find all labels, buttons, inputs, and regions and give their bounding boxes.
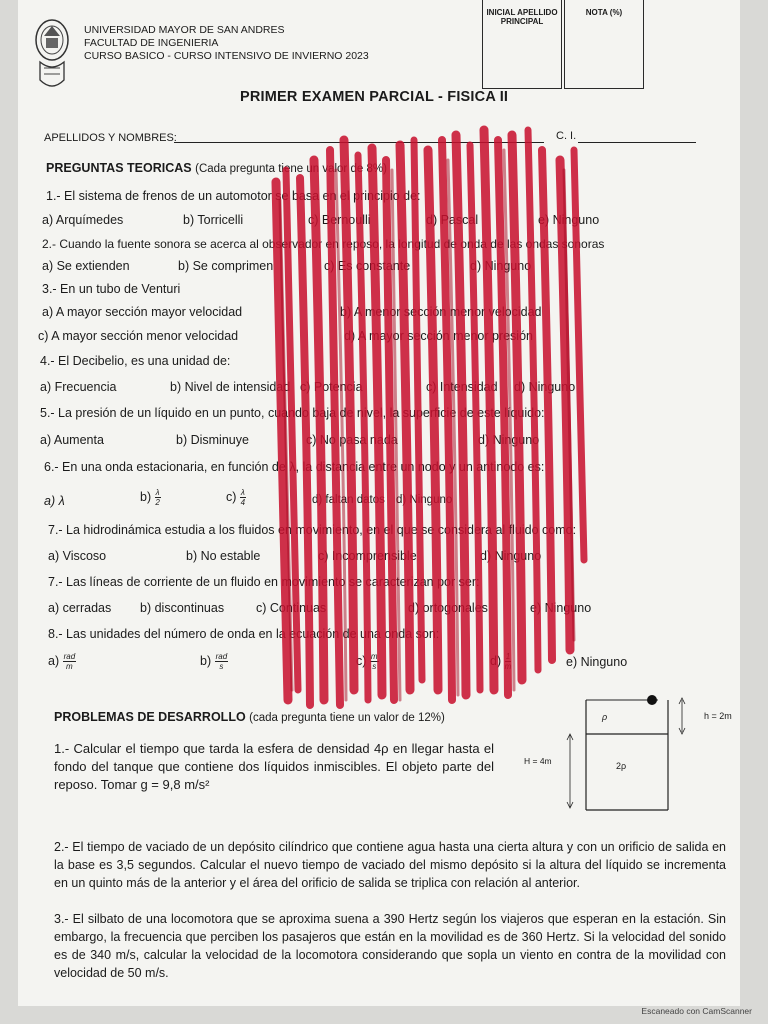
ci-label: C. I.: [556, 130, 577, 142]
q6c-num: λ: [240, 488, 245, 497]
q3-option-b: b) A menor sección menor velocidad: [340, 305, 542, 319]
q4-option-d: d) Ninguno: [514, 380, 576, 394]
grade-box-label: NOTA (%): [585, 8, 623, 17]
q3-option-d: d) A mayor sección menor presión: [344, 329, 533, 343]
q6-option-b: [140, 488, 161, 507]
q8b-num: rad: [215, 652, 228, 661]
problem-3: 3.- El silbato de una locomotora que se aproxima suena a 390 Hertz según los viajeros que esperan en la estación. Sin embargo, la frecuencia que perciben los pasajeros que están en la movilidad es de 360 Hertz. Si la velocidad del sonido es de 340 m/s, calcular la velocidad de la locomotora considerando que sopla un viento en contra de la movilidad con velocidad de 50 m/s.: [54, 912, 726, 980]
q7-option-d: d) Ninguno: [480, 549, 542, 563]
q7b-option-c: c) Continuas: [256, 601, 327, 615]
q1-option-d: d) Pascal: [426, 213, 479, 227]
ci-line: [578, 142, 696, 143]
university-name: UNIVERSIDAD MAYOR DE SAN ANDRES: [84, 24, 285, 36]
q8-option-c: [356, 652, 379, 671]
q8b-den: s: [219, 662, 224, 671]
lower-liquid-label: 2ρ: [616, 761, 627, 771]
q6b-den: 2: [155, 498, 160, 507]
q7b-option-b: b) discontinuas: [140, 601, 225, 615]
q8d-fraction: [505, 652, 512, 671]
q2-option-c: c) Es constante: [324, 259, 411, 273]
problems-heading-note: (cada pregunta tiene un valor de 12%): [249, 712, 445, 724]
upper-liquid-label: ρ: [602, 712, 608, 722]
q5-option-b: b) Disminuye: [176, 433, 249, 447]
q6-option-c-label: c): [226, 489, 237, 504]
q8-option-a-label: a): [48, 653, 60, 668]
q1-option-a: a) Arquímedes: [42, 213, 124, 227]
problems-heading: [54, 710, 445, 724]
q8-option-d: [490, 652, 511, 671]
q2-option-d: d) Ninguno: [470, 259, 532, 273]
faculty-name: FACULTAD DE INGENIERIA: [84, 37, 219, 49]
q7b-option-e: e) Ninguno: [530, 601, 592, 615]
H-label: H = 4m: [524, 756, 552, 766]
grade-box: [564, 0, 644, 89]
scanner-watermark: Escaneado con CamScanner: [641, 1006, 752, 1016]
q8-option-d-label: d): [490, 653, 502, 668]
q1-option-b: b) Torricelli: [183, 213, 244, 227]
q7-option-c: c) Incomprensible: [318, 549, 417, 563]
theory-heading-bold: PREGUNTAS TEORICAS: [46, 161, 192, 175]
names-label: APELLIDOS Y NOMBRES:: [44, 132, 177, 144]
q4-option-c: c) Potencia: [300, 380, 363, 394]
box-left-label-2: PRINCIPAL: [500, 17, 544, 26]
q8c-fraction: [370, 652, 379, 671]
q7b-option-a: a) cerradas: [48, 601, 112, 615]
q1-option-e: e) Ninguno: [538, 213, 600, 227]
exam-sheet: [18, 0, 740, 1006]
q2-option-a: a) Se extienden: [42, 259, 130, 273]
q6b-fraction: [155, 488, 161, 507]
q6b-num: λ: [155, 488, 160, 497]
q8a-den: m: [66, 662, 73, 671]
problems-heading-bold: PROBLEMAS DE DESARROLLO: [54, 710, 246, 724]
question-7: 7.- La hidrodinámica estudia a los fluidos en movimiento, en el que se considera al fluido como:: [48, 523, 577, 537]
q2-option-b: b) Se comprimen: [178, 259, 274, 273]
q4-option-a: a) Frecuencia: [40, 380, 117, 394]
q8a-num: rad: [63, 652, 76, 661]
question-5: 5.- La presión de un líquido en un punto, cuando baja de nivel, la superficie de este líquido:: [40, 406, 545, 420]
q5-option-a: a) Aumenta: [40, 433, 104, 447]
q8d-num: 1: [505, 652, 511, 661]
question-8: 8.- Las unidades del número de onda en la ecuación de una onda son:: [48, 627, 440, 641]
q7-option-b: b) No estable: [186, 549, 261, 563]
question-2: 2.- Cuando la fuente sonora se acerca al observador en reposo, la longitud de onda de las ondas sonoras: [42, 237, 605, 251]
q6-option-c: [226, 488, 246, 507]
q8-option-c-label: c): [356, 653, 367, 668]
university-seal-icon: [34, 18, 70, 94]
q7-option-a: a) Viscoso: [48, 549, 107, 563]
q7b-option-d: d) ortogonales: [408, 601, 488, 615]
question-7b: 7.- Las líneas de corriente de un fluido en movimiento se caracterizan por ser:: [48, 575, 480, 589]
theory-heading-note: (Cada pregunta tiene un valor de 8%): [195, 163, 387, 175]
q8c-den: s: [372, 662, 377, 671]
problem-2: 2.- El tiempo de vaciado de un depósito cilíndrico que contiene agua hasta una cierta altura y con un orificio de salida en la base es 3,5 segundos. Calcular el nuevo tiempo de vaciado del mismo depósito si la altura del líquido se incrementa en un quinto más de la anterior y el área del orificio de salida se triplica con relación al anterior.: [54, 840, 726, 890]
q6-option-a: a) λ: [44, 494, 65, 508]
q5-option-d: d) Ninguno: [478, 433, 540, 447]
q8-option-e: e) Ninguno: [566, 655, 628, 669]
q6-option-d: d) faltan datos: [312, 494, 385, 506]
q1-option-c: c) Bernoulli: [308, 213, 371, 227]
tank-diagram: [518, 690, 728, 815]
theory-heading: [46, 161, 387, 175]
q8-option-a: [48, 652, 76, 671]
q3-option-a: a) A mayor sección mayor velocidad: [42, 305, 243, 319]
q6c-fraction: [240, 488, 246, 507]
q8d-den: m: [504, 662, 512, 671]
q8-option-b-label: b): [200, 653, 212, 668]
q8-option-b: [200, 652, 228, 671]
q6-option-b-label: b): [140, 489, 152, 504]
q8a-fraction: [63, 652, 77, 671]
question-4: 4.- El Decibelio, es una unidad de:: [40, 354, 231, 368]
question-6: 6.- En una onda estacionaria, en función de λ, la distancia entre un nodo y un antinodo es:: [44, 460, 545, 474]
exam-title: PRIMER EXAMEN PARCIAL - FISICA II: [240, 89, 509, 105]
q4-option-b: b) Nivel de intensidad: [170, 380, 291, 394]
q6-option-d2: d) Ninguno: [396, 494, 453, 506]
q5-option-c: c) No pasa nada: [306, 433, 398, 447]
q8b-fraction: [215, 652, 229, 671]
h-label: h = 2m: [704, 711, 732, 721]
course-name: CURSO BASICO - CURSO INTENSIVO DE INVIERNO 2023: [84, 50, 369, 62]
q6c-den: 4: [240, 498, 246, 507]
names-line: [174, 142, 544, 143]
box-left-label-1: INICIAL APELLIDO: [486, 8, 558, 17]
problem-1: 1.- Calcular el tiempo que tarda la esfera de densidad 4ρ en llegar hasta el fondo del tanque que contiene dos líquidos inmiscibles. El objeto parte del reposo. Tomar g = 9,8 m/s²: [54, 741, 494, 792]
q3-option-c: c) A mayor sección menor velocidad: [38, 329, 239, 343]
q4-option-c2: c) Intensidad: [426, 380, 498, 394]
question-3: 3.- En un tubo de Venturi: [42, 282, 181, 296]
question-1: 1.- El sistema de frenos de un automotor se basa en el principio de:: [46, 189, 421, 203]
q8c-num: m: [370, 652, 378, 661]
surname-initial-box: [482, 0, 562, 89]
